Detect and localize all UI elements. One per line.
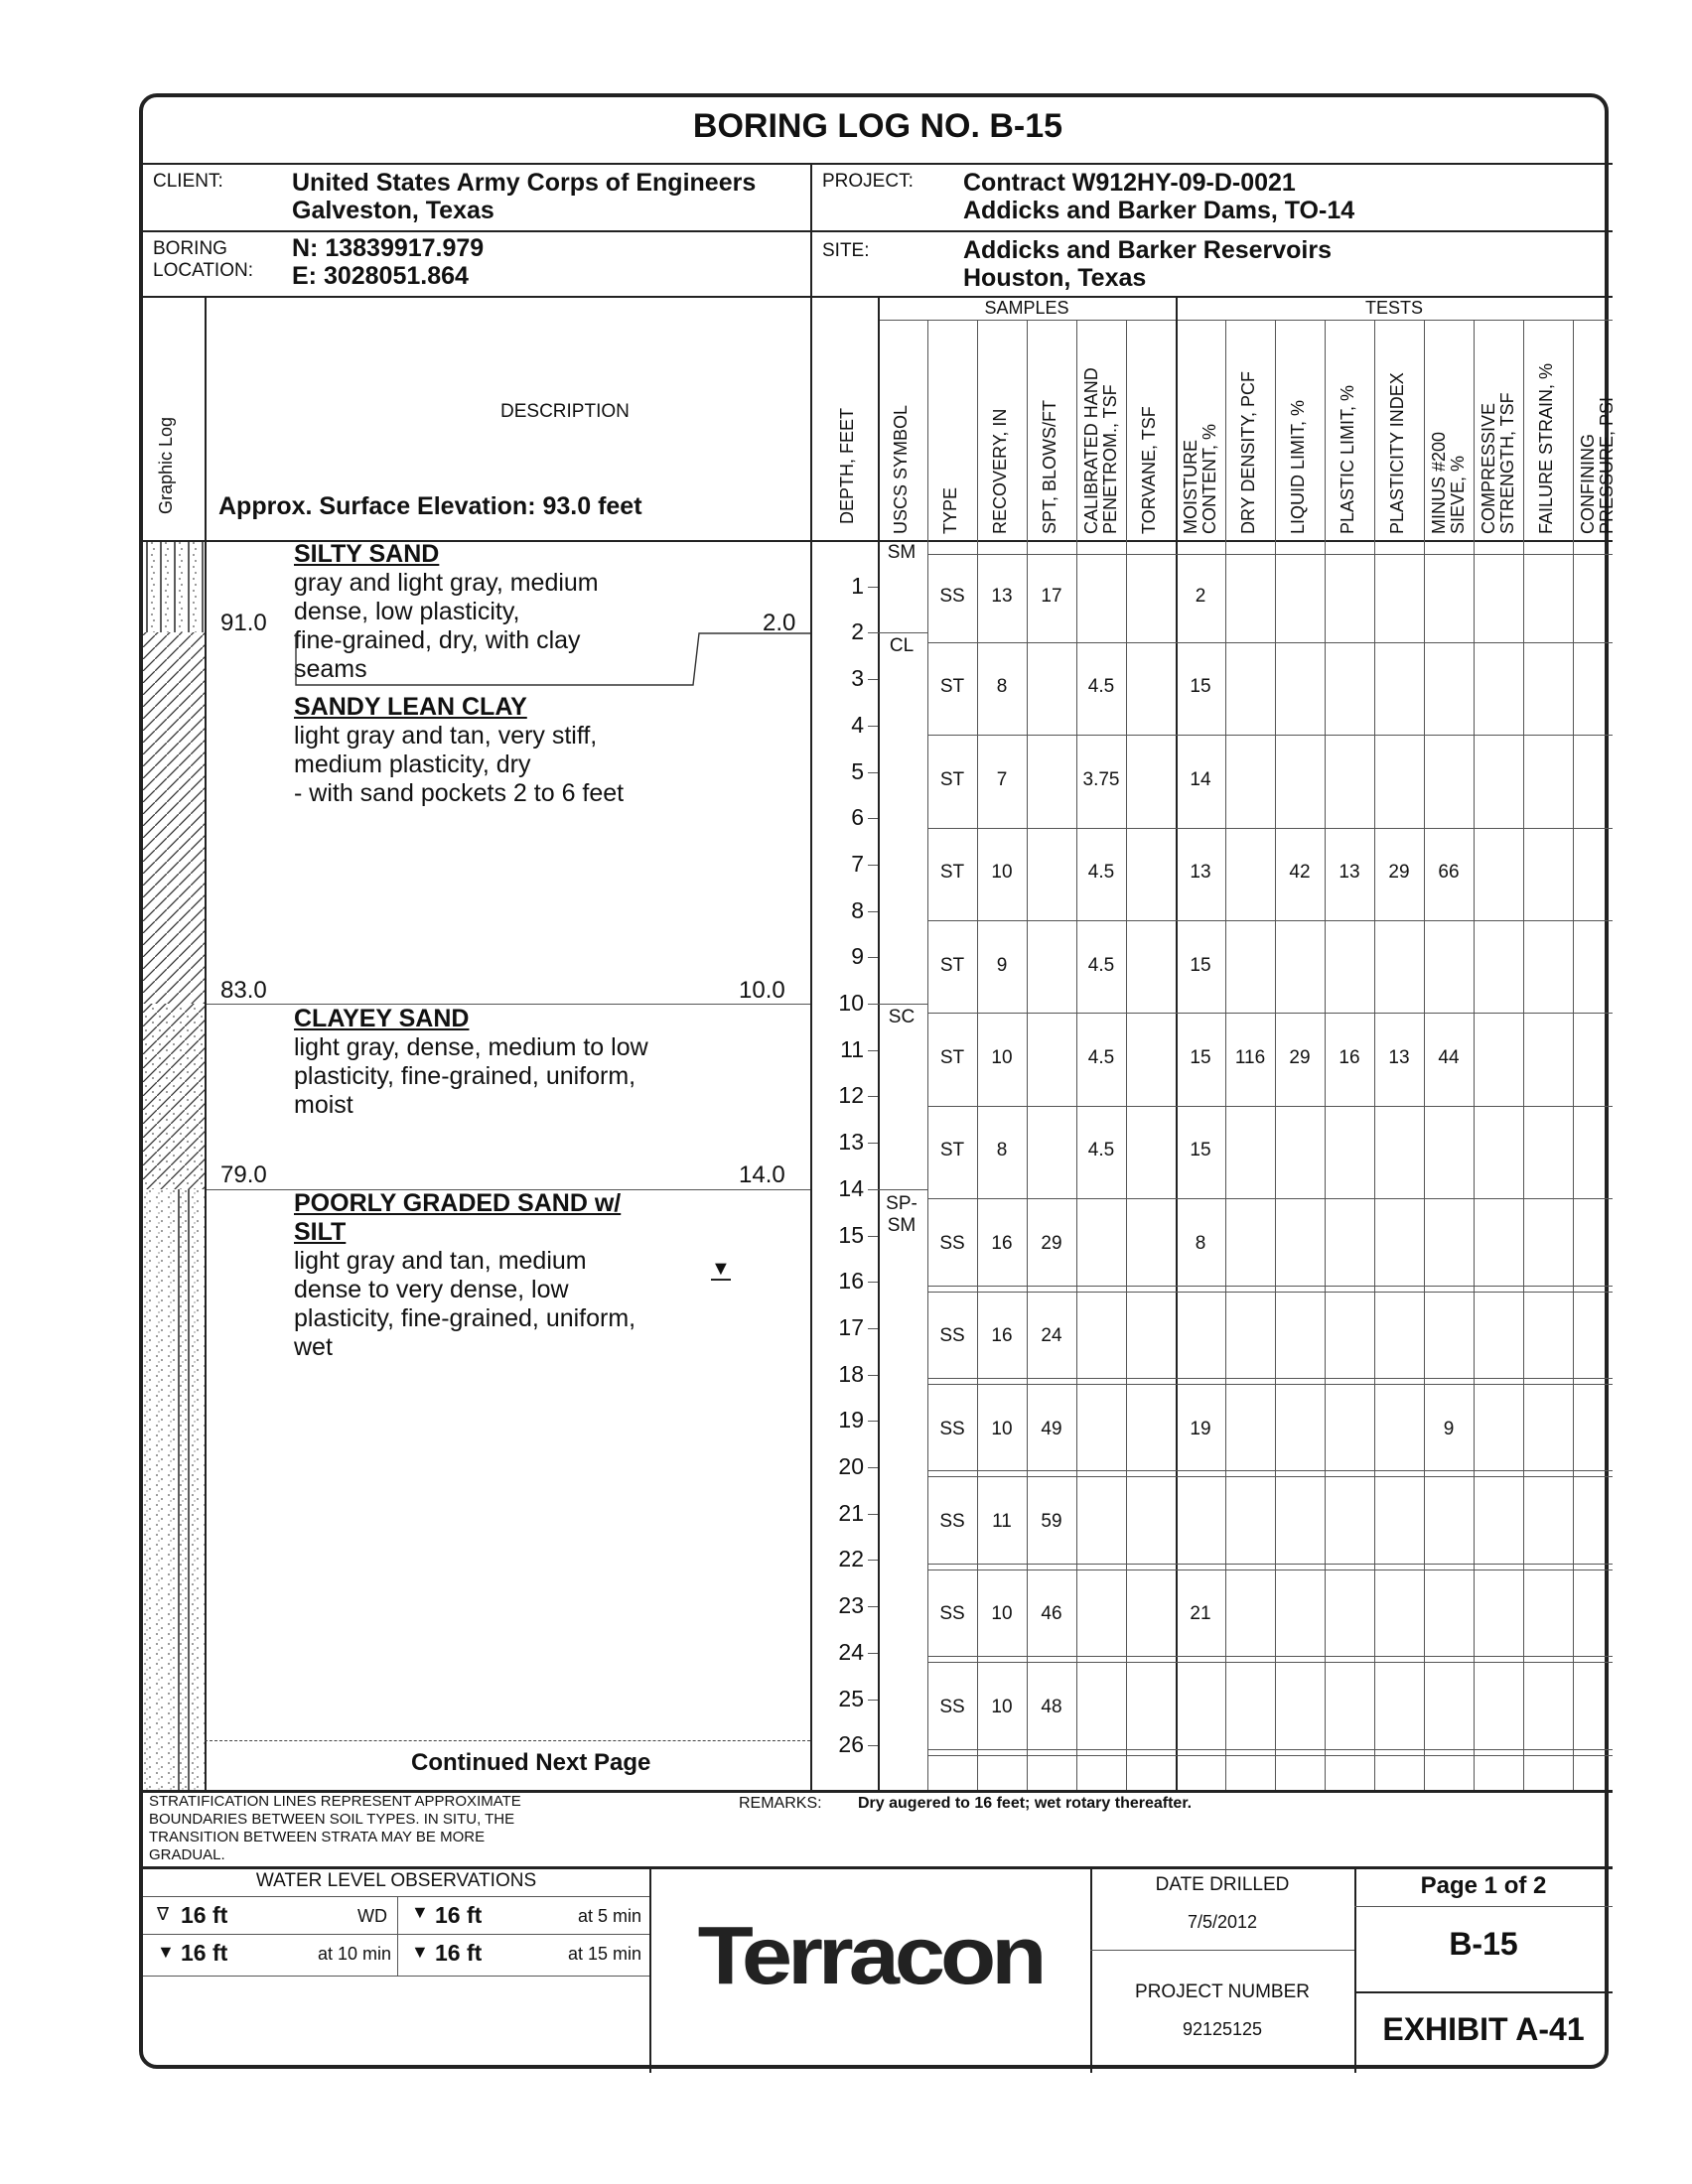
sample-type: ST (939, 1140, 965, 1161)
graphic-poorly-graded-sand (143, 1189, 205, 1793)
log-title: BORING LOG NO. B-15 (692, 107, 1063, 145)
northing: N: 13839917.979 (292, 234, 485, 262)
sample-type: SS (939, 1325, 965, 1347)
depth-tick (868, 679, 878, 680)
depth-tick (868, 1375, 878, 1376)
stratification-note-4: GRADUAL. (149, 1846, 225, 1863)
sample-moisture: 2 (1195, 586, 1206, 608)
stratum-2-line-1: light gray and tan, very stiff, (294, 722, 598, 750)
project-number-label: PROJECT NUMBER (1135, 1981, 1310, 2002)
stratum-4-name-2: SILT (294, 1218, 347, 1246)
col-header-3: RECOVERY, IN (990, 408, 1010, 534)
easting: E: 3028051.864 (292, 262, 469, 290)
col-header-12-line2: SIEVE, % (1448, 455, 1468, 534)
sample-moisture: 15 (1190, 954, 1211, 976)
depth-label: 12 (838, 1082, 864, 1109)
depth-tick (868, 1096, 878, 1097)
depth-label: 14 (838, 1174, 864, 1201)
sample-recovery: 10 (991, 1418, 1013, 1439)
sample-hand_pen: 4.5 (1087, 1140, 1115, 1161)
depth-label: 25 (838, 1685, 864, 1711)
depth-label: 13 (838, 1129, 864, 1156)
sample-recovery: 10 (991, 862, 1013, 884)
stratum-3-line-3: moist (294, 1091, 353, 1119)
sample-hand_pen: 3.75 (1082, 768, 1120, 790)
wl-depth-1: 16 ft (181, 1902, 228, 1928)
depth-label: 1 (851, 572, 864, 599)
sample-type: SS (939, 1418, 965, 1439)
water-level-marker: ▼ (711, 1258, 731, 1280)
sample-hand_pen: 4.5 (1087, 954, 1115, 976)
sample-spt: 48 (1041, 1696, 1062, 1717)
sample-row-top (927, 1662, 1613, 1663)
depth-label: 18 (838, 1360, 864, 1387)
sample-moisture: 13 (1190, 862, 1211, 884)
depth-label: 10 (838, 990, 864, 1016)
location-label: LOCATION: (153, 260, 253, 281)
graphic-sandy-lean-clay (143, 632, 205, 1004)
uscs-sm: SM (887, 542, 916, 563)
wl-when-4: at 15 min (567, 1944, 641, 1964)
sample-pi: 29 (1388, 862, 1410, 884)
col-header-2: TYPE (940, 486, 960, 534)
depth-tick (868, 632, 878, 633)
sample-moisture: 21 (1190, 1603, 1211, 1625)
sample-spt: 17 (1041, 586, 1062, 608)
depth-label: 2 (851, 618, 864, 645)
sample-spt: 49 (1041, 1418, 1062, 1439)
site-label: SITE: (822, 240, 870, 261)
tests-header: TESTS (1364, 298, 1423, 318)
depth-label: 5 (851, 757, 864, 784)
depth-tick (868, 1328, 878, 1329)
sample-hand_pen: 4.5 (1087, 676, 1115, 698)
depth-tick (868, 1143, 878, 1144)
remarks-label: REMARKS: (739, 1795, 822, 1812)
sample-row-top (927, 1106, 1613, 1107)
sample-row-top (927, 1013, 1613, 1014)
sample-moisture: 15 (1190, 1140, 1211, 1161)
sample-pl: 13 (1339, 862, 1360, 884)
sample-row-sub (927, 1749, 1613, 1750)
sample-row-top (927, 1384, 1613, 1385)
depth-tick (868, 865, 878, 866)
client-city: Galveston, Texas (292, 197, 494, 224)
sample-hand_pen: 4.5 (1087, 1047, 1115, 1069)
stratum-2-line-3: - with sand pockets 2 to 6 feet (294, 779, 625, 807)
stratum-4-line-3: plasticity, fine-grained, uniform, (294, 1304, 636, 1332)
sample-row-sub (927, 1378, 1613, 1379)
depth-label: 6 (851, 804, 864, 831)
uscs-boundary (878, 1004, 927, 1005)
depth-tick (868, 1236, 878, 1237)
wl-filled-symbol-2: ▼ (411, 1902, 429, 1922)
depth-label: 19 (838, 1407, 864, 1433)
stratum-4-line-4: wet (294, 1333, 333, 1361)
date-drilled-label: DATE DRILLED (1155, 1874, 1290, 1895)
description-header: DESCRIPTION (500, 401, 630, 422)
date-drilled-value: 7/5/2012 (1187, 1912, 1258, 1932)
sample-row-sub (927, 1656, 1613, 1657)
samples-header: SAMPLES (984, 298, 1069, 318)
depth-label: 20 (838, 1453, 864, 1479)
depth-tick (868, 1700, 878, 1701)
water-level-title: WATER LEVEL OBSERVATIONS (255, 1870, 537, 1891)
sample-minus200: 66 (1438, 862, 1460, 884)
col-header-6: TORVANE, TSF (1139, 406, 1159, 534)
col-header-7-line2: CONTENT, % (1199, 423, 1219, 534)
sample-minus200: 9 (1443, 1418, 1455, 1439)
depth-col-rule (878, 296, 880, 1790)
col-header-7: MOISTURE (1181, 439, 1200, 534)
uscs-boundary (878, 632, 927, 633)
project-contract: Contract W912HY-09-D-0021 (963, 169, 1296, 197)
continued-next-page: Continued Next Page (411, 1749, 651, 1776)
depth-tick (868, 1653, 878, 1654)
sample-row-top (927, 735, 1613, 736)
desc-col-rule (810, 296, 812, 1790)
project-number-value: 92125125 (1182, 2019, 1263, 2039)
col-header-10: PLASTIC LIMIT, % (1338, 384, 1357, 534)
stratum-3-line-2: plasticity, fine-grained, uniform, (294, 1062, 636, 1090)
stratum-boundary-offset (282, 623, 818, 693)
site-name: Addicks and Barker Reservoirs (963, 236, 1333, 264)
col-header-15: CONFINING (1578, 434, 1598, 534)
sample-recovery: 8 (996, 1140, 1008, 1161)
col-header-13-line2: STRENGTH, TSF (1497, 392, 1517, 534)
stratum-1-line-4: seams (294, 655, 367, 683)
depth-tick (868, 1467, 878, 1468)
depth-tick (868, 911, 878, 912)
stratum-3-elev: 79.0 (220, 1161, 267, 1188)
stratum-1-name: SILTY SAND (294, 540, 440, 568)
sample-row-top (927, 1198, 1613, 1199)
depth-label: 7 (851, 850, 864, 877)
col-header-9: LIQUID LIMIT, % (1288, 399, 1308, 534)
col-header-5: CALIBRATED HAND (1081, 367, 1101, 534)
sample-moisture: 8 (1195, 1232, 1206, 1254)
sample-type: SS (939, 1603, 965, 1625)
sample-minus200: 44 (1438, 1047, 1460, 1069)
graphic-col-rule (205, 296, 207, 1790)
col-header-12: MINUS #200 (1429, 431, 1449, 534)
sample-type: SS (939, 1696, 965, 1717)
depth-tick (868, 772, 878, 773)
sample-recovery: 13 (991, 586, 1013, 608)
wl-depth-4: 16 ft (435, 1940, 483, 1966)
stratum-4-name: POORLY GRADED SAND w/ (294, 1189, 622, 1217)
depth-label: 3 (851, 665, 864, 692)
col-header-4: SPT, BLOWS/FT (1040, 399, 1059, 534)
sample-type: ST (939, 954, 965, 976)
sample-ll: 42 (1289, 862, 1311, 884)
stratum-2-elev: 83.0 (220, 977, 267, 1004)
depth-tick (868, 1560, 878, 1561)
sample-row-top (927, 642, 1613, 643)
stratification-note-1: STRATIFICATION LINES REPRESENT APPROXIMATE (149, 1793, 521, 1810)
depth-tick (868, 957, 878, 958)
stratum-2-depth: 10.0 (739, 977, 785, 1004)
graphic-silty-sand (143, 540, 205, 632)
sample-row-top (927, 554, 1613, 555)
sample-type: ST (939, 862, 965, 884)
wl-when-1: WD (357, 1906, 387, 1926)
sample-recovery: 10 (991, 1047, 1013, 1069)
project-name: Addicks and Barker Dams, TO-14 (963, 197, 1355, 224)
stratum-1-line-2: dense, low plasticity, (294, 598, 520, 625)
uscs-sp: SP- (886, 1193, 917, 1214)
sample-spt: 59 (1041, 1511, 1062, 1533)
sample-hand_pen: 4.5 (1087, 862, 1115, 884)
col-header-13: COMPRESSIVE (1479, 402, 1498, 534)
stratification-note-3: TRANSITION BETWEEN STRATA MAY BE MORE (149, 1829, 486, 1845)
depth-tick (868, 1606, 878, 1607)
depth-label: 21 (838, 1499, 864, 1526)
sample-type: ST (939, 768, 965, 790)
wl-when-2: at 5 min (577, 1906, 641, 1926)
depth-tick (868, 587, 878, 588)
stratum-4-line-2: dense to very dense, low (294, 1276, 569, 1303)
depth-tick (868, 1514, 878, 1515)
col-header-8: DRY DENSITY, PCF (1238, 370, 1258, 534)
project-label: PROJECT: (822, 171, 914, 192)
sample-type: ST (939, 676, 965, 698)
depth-tick (868, 818, 878, 819)
sample-recovery: 9 (996, 954, 1008, 976)
col-header-1: USCS SYMBOL (891, 404, 911, 534)
stratum-1-line-1: gray and light gray, medium (294, 569, 599, 597)
stratum-3-line-1: light gray, dense, medium to low (294, 1033, 648, 1061)
uscs-sc: SC (888, 1007, 916, 1027)
wl-depth-2: 16 ft (435, 1902, 483, 1928)
client-label: CLIENT: (153, 171, 223, 192)
depth-tick (868, 1745, 878, 1746)
sample-spt: 29 (1041, 1232, 1062, 1254)
sample-type: SS (939, 1232, 965, 1254)
stratum-1-line-3: fine-grained, dry, with clay (294, 626, 581, 654)
graphic-log-header: Graphic Log (156, 416, 176, 514)
remarks-text: Dry augered to 16 feet; wet rotary thereafter. (858, 1795, 1193, 1812)
depth-tick (868, 1004, 878, 1005)
sample-ll: 29 (1289, 1047, 1311, 1069)
depth-tick (868, 1282, 878, 1283)
sample-moisture: 15 (1190, 676, 1211, 698)
uscs-boundary (878, 1189, 927, 1190)
sample-pl: 16 (1339, 1047, 1360, 1069)
sample-row-last (927, 1755, 1613, 1756)
sample-recovery: 16 (991, 1232, 1013, 1254)
uscs-sp-sm: SM (887, 1215, 916, 1236)
depth-label: 24 (838, 1638, 864, 1665)
sample-recovery: 7 (996, 768, 1008, 790)
sample-pi: 13 (1388, 1047, 1410, 1069)
stratum-1-depth: 2.0 (763, 610, 796, 636)
stratum-2-line-2: medium plasticity, dry (294, 751, 531, 778)
sample-type: SS (939, 586, 965, 608)
sample-spt: 24 (1041, 1325, 1062, 1347)
sample-recovery: 10 (991, 1603, 1013, 1625)
sample-moisture: 19 (1190, 1418, 1211, 1439)
stratification-note-2: BOUNDARIES BETWEEN SOIL TYPES. IN SITU, THE (149, 1811, 515, 1828)
depth-label: 15 (838, 1221, 864, 1248)
graphic-clayey-sand (143, 1004, 205, 1189)
sample-type: ST (939, 1047, 965, 1069)
sample-dry_density: 116 (1234, 1047, 1266, 1069)
surface-elevation: Approx. Surface Elevation: 93.0 feet (218, 492, 642, 520)
sample-recovery: 11 (992, 1511, 1012, 1533)
terracon-logo: Terracon (697, 1910, 1043, 2001)
wl-open-symbol-1: ∇ (157, 1904, 170, 1924)
depth-tick (868, 1050, 878, 1051)
sample-row-sub (927, 1470, 1613, 1471)
sample-recovery: 8 (996, 676, 1008, 698)
header-bottom-rule (143, 540, 1613, 542)
wl-filled-symbol-4: ▼ (411, 1942, 429, 1962)
site-city: Houston, Texas (963, 264, 1147, 292)
sample-row-top (927, 828, 1613, 829)
depth-label: 26 (838, 1731, 864, 1758)
col-header-5-line2: PENETROM., TSF (1100, 384, 1120, 534)
depth-tick (868, 1421, 878, 1422)
sample-row-sub (927, 1564, 1613, 1565)
boring-log-sheet (139, 93, 1617, 2069)
boring-id: B-15 (1449, 1926, 1518, 1962)
depth-tick (868, 1189, 878, 1190)
samples-tests-divider (1176, 296, 1178, 1790)
col-header-11: PLASTICITY INDEX (1387, 372, 1407, 534)
stratum-2-name: SANDY LEAN CLAY (294, 693, 527, 721)
uscs-cl: CL (889, 635, 915, 656)
sample-row-top (927, 1476, 1613, 1477)
page-number: Page 1 of 2 (1420, 1872, 1547, 1899)
sample-moisture: 14 (1190, 768, 1211, 790)
sample-row-top (927, 920, 1613, 921)
sample-type: SS (939, 1511, 965, 1533)
depth-label: 17 (838, 1313, 864, 1340)
exhibit-number: EXHIBIT A-41 (1382, 2011, 1585, 2047)
col-header-15-line2: PRESSURE, PSI (1597, 396, 1617, 534)
depth-label: 23 (838, 1592, 864, 1619)
depth-label: 8 (851, 896, 864, 923)
sample-spt: 46 (1041, 1603, 1062, 1625)
continued-dashed-rule (205, 1740, 810, 1741)
wl-filled-symbol-3: ▼ (157, 1942, 175, 1962)
depth-label: 22 (838, 1546, 864, 1572)
col-header-14: FAILURE STRAIN, % (1536, 362, 1556, 534)
depth-label: 9 (851, 943, 864, 970)
wl-depth-3: 16 ft (181, 1940, 228, 1966)
client-name: United States Army Corps of Engineers (292, 169, 757, 197)
stratum-4-line-1: light gray and tan, medium (294, 1247, 587, 1275)
depth-label: 16 (838, 1268, 864, 1295)
depth-header: DEPTH, FEET (837, 407, 857, 524)
depth-label: 4 (851, 711, 864, 738)
sample-row-top (927, 1292, 1613, 1293)
sample-recovery: 10 (991, 1696, 1013, 1717)
stratum-1-elev: 91.0 (220, 610, 267, 636)
wl-when-3: at 10 min (317, 1944, 391, 1964)
sample-recovery: 16 (991, 1325, 1013, 1347)
stratum-3-depth: 14.0 (739, 1161, 785, 1188)
sample-moisture: 15 (1190, 1047, 1211, 1069)
depth-label: 11 (840, 1035, 864, 1062)
boring-label: BORING (153, 238, 227, 259)
stratum-3-name: CLAYEY SAND (294, 1005, 470, 1032)
graphic-log (143, 540, 205, 1793)
depth-tick (868, 726, 878, 727)
sample-row-sub (927, 1286, 1613, 1287)
